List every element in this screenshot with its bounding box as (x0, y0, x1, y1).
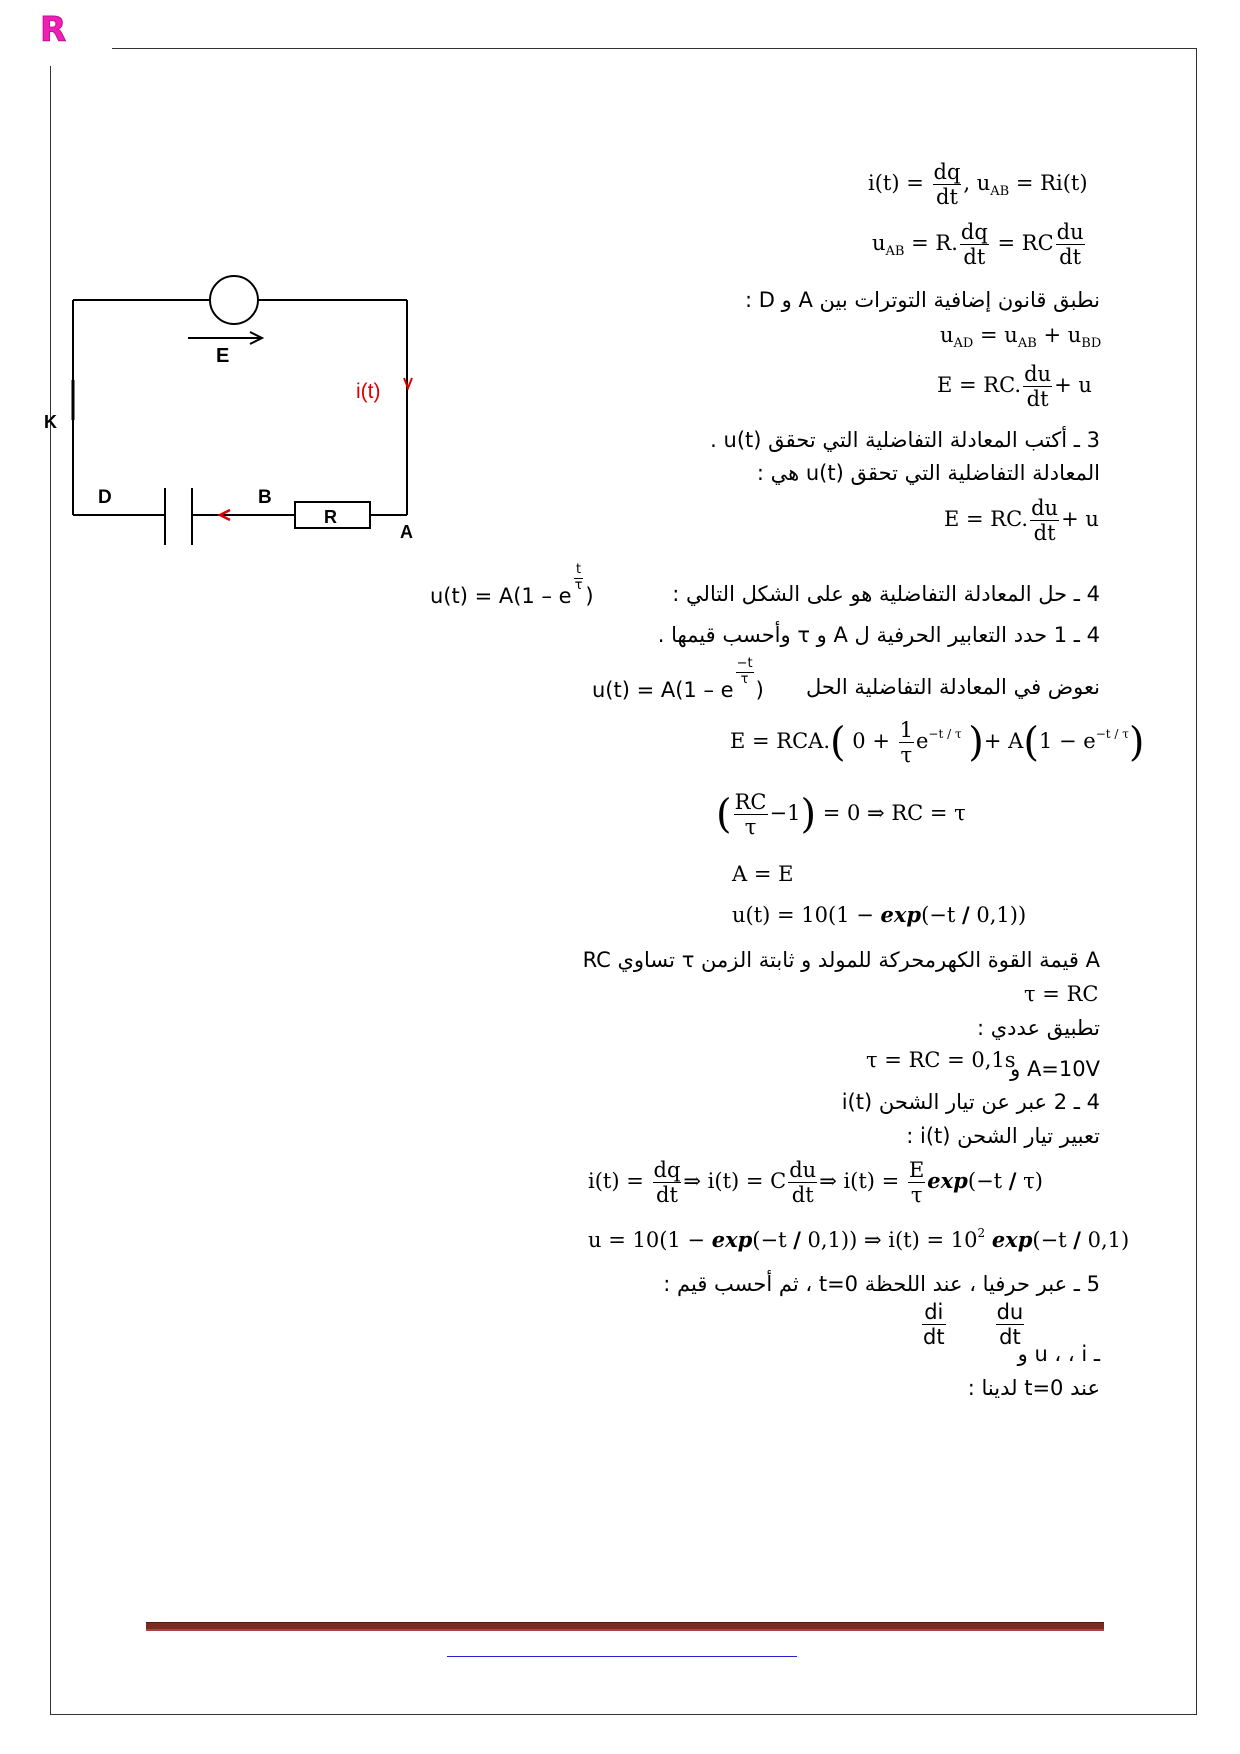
eq-substitution: E = RCA.( 0 + $\frac{1}{\tau}$ $e^{-t / \tau}$ )+ $A(1 - e^{-t / \tau})$ (730, 718, 1145, 767)
label-b: B (258, 487, 272, 508)
eq-derivatives: $\frac{di}{dt}$ $\frac{du}{dt}$ (923, 1300, 1024, 1349)
footer-bar (146, 1622, 1104, 1631)
text-q3-title: 3 ـ أكتب المعادلة التفاضلية التي تحقق u(t) . (710, 428, 1100, 452)
eq-charging-current: i(t) = $\frac{dq}{dt}$ ⇒ i(t) = C $\frac{du}{dt}$ ⇒ i(t) = $\frac{E}{\tau}$ exp(−t / τ) (588, 1158, 1043, 1207)
generator-symbol (210, 276, 258, 324)
eq-diff-1: E = RC. $\frac{du}{dt}$ + u (937, 362, 1092, 411)
page-frame-top (112, 48, 1197, 49)
text-q4-1-title: 4 ـ 1 حدد التعابير الحرفية ل A و τ وأحسب قيمها . (657, 623, 1100, 647)
text-kirchhoff-intro: نطبق قانون إضافية التوترات بين A و D : (745, 288, 1100, 312)
label-d: D (98, 487, 112, 508)
label-current: i(t) (356, 380, 381, 403)
page-frame-bottom (50, 1714, 1197, 1715)
page-frame-right (1196, 48, 1197, 1715)
text-q4-title: 4 ـ حل المعادلة التفاضلية هو على الشكل التالي : (672, 582, 1100, 606)
eq-current-def: i(t) = $\frac{dq}{dt}$ , $u_{AB} = Ri(t)$ (868, 160, 1088, 209)
text-substitute: نعوض في المعادلة التفاضلية الحل (805, 675, 1100, 699)
footer-link-underline[interactable] (447, 1656, 797, 1657)
eq-uab: $u_{AB} = R$. $\frac{dq}{dt}$ = RC $\frac{du}{dt}$ (872, 220, 1084, 269)
eq-rc-tau: ( $\frac{RC}{\tau}$ −1) = 0 ⇒ RC = τ (716, 790, 966, 839)
eq-tau-rc: τ = RC (1024, 982, 1099, 1006)
text-numeric: تطبيق عددي : (976, 1016, 1100, 1040)
eq-charging-current-numeric: u = 10(1 − exp(−t / 0,1)) ⇒ $i(t) = 10^2$ exp(−t / 0,1) (588, 1226, 1130, 1252)
label-e: E (216, 345, 230, 367)
text-q3-answer: المعادلة التفاضلية التي تحقق u(t) هي : (756, 461, 1100, 485)
eq-uad: $u_{AD} = u_{AB} + u_{BD}$ (940, 323, 1102, 351)
eq-u-numeric: u(t) = 10(1 − exp(−t / 0,1)) (732, 902, 1027, 927)
text-q5-title: 5 ـ عبر حرفيا ، عند اللحظة t=0 ، ثم أحسب قيم : (663, 1272, 1100, 1296)
eq-tau-value: τ = RC = 0,1s (866, 1048, 1016, 1072)
logo: R (40, 10, 67, 50)
eq-a-equals-e: A = E (732, 862, 794, 886)
eq-solution-form-2: u(t) = A(1 – e $\frac{-t}{\tau}$ ) (592, 656, 764, 702)
text-q5-items: ـ u ، ، i و (1017, 1342, 1100, 1366)
label-k: K (44, 412, 57, 432)
circuit-diagram (40, 270, 430, 560)
label-a: A (400, 522, 413, 542)
text-current-expr: تعبير تيار الشحن i(t) : (906, 1124, 1100, 1148)
label-r: R (324, 507, 337, 527)
text-at-t0: عند t=0 لدينا : (967, 1376, 1100, 1400)
eq-diff-2: E = RC. $\frac{du}{dt}$ + u (944, 496, 1099, 545)
text-q4-2-title: 4 ـ 2 عبر عن تيار الشحن i(t) (841, 1090, 1100, 1114)
eq-solution-form-1: u(t) = A(1 – e $\frac{t}{\tau}$ ) (430, 562, 594, 608)
text-a-meaning: A قيمة القوة الكهرمحركة للمولد و ثابتة الزمن τ تساوي RC (582, 948, 1100, 972)
text-a-value: A=10V و (1010, 1057, 1100, 1081)
